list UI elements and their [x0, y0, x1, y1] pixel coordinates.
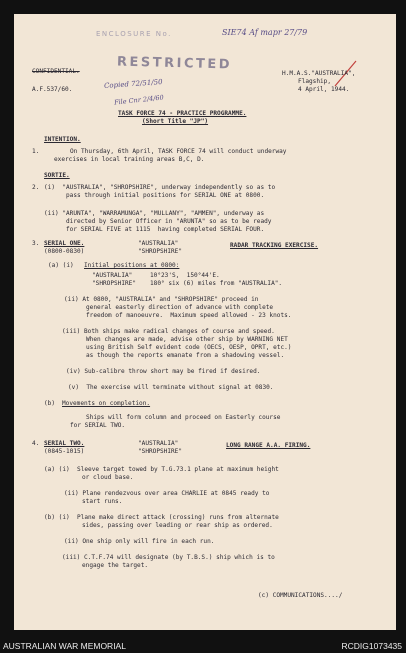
archive-footer [0, 638, 406, 653]
paragraph-number: 4. [32, 440, 40, 447]
document-title: TASK FORCE 74 - PRACTICE PROGRAMME. [118, 110, 247, 117]
continuation-line: (c) COMMUNICATIONS..../ [258, 592, 343, 599]
position-ship: "AUSTRALIA" [92, 272, 133, 279]
paragraph-number: 2. [32, 184, 40, 191]
serial-one-text: (iv) Sub-calibre throw short may be fired if desired. [66, 368, 261, 375]
serial-one-text: using British Self evident code (OECS, OESP, OPRT, etc.) [86, 344, 292, 351]
serial-two-text: (ii) One ship only will fire in each run. [64, 538, 215, 545]
archive-id: RCDIG1073435 [341, 641, 402, 651]
handwritten-note-copied: Copied 72/51/50 [103, 77, 163, 91]
paragraph-number: 1. [32, 148, 40, 155]
serial-one-heading: SERIAL ONE. [44, 240, 85, 247]
sortie-text: for SERIAL FIVE at 1115 having completed SERIAL FOUR. [66, 226, 265, 233]
intention-heading: INTENTION. [44, 136, 81, 143]
serial-two-text: or cloud base. [82, 474, 134, 481]
short-title: (Short Title "JP") [142, 118, 209, 125]
serial-one-text: (iii) Both ships make radical changes of course and speed. [62, 328, 275, 335]
serial-one-text: (ii) At 0800, "AUSTRALIA" and "SHROPSHIRE" proceed in [64, 296, 259, 303]
position-ship: "SHROPSHIRE" [92, 280, 137, 287]
sub-paragraph-label: (a) (i) [48, 262, 74, 269]
serial-one-time: (0800-0830) [44, 248, 85, 255]
initial-positions-heading: Initial positions at 0800: [84, 262, 180, 269]
serial-one-text: general easterly direction of advance with complete [86, 304, 274, 311]
serial-two-text: (iii) C.T.F.74 will designate (by T.B.S.) ship which is to [62, 554, 275, 561]
archive-name: AUSTRALIAN WAR MEMORIAL [3, 641, 126, 651]
handwritten-reference: SIE74 Af mapr 27/79 [222, 28, 308, 37]
sortie-text: (i) "AUSTRALIA", "SHROPSHIRE", underway independently so as to [44, 184, 276, 191]
serial-two-ship: "AUSTRALIA" [138, 440, 179, 447]
enclosure-stamp: ENCLOSURE No. [96, 30, 172, 38]
sortie-text: (ii) "ARUNTA", "WARRAMUNGA", "MULLANY", "AMMEN", underway as [44, 210, 265, 217]
movements-heading: Movements on completion. [62, 400, 151, 407]
position-value: 180° six (6) miles from "AUSTRALIA". [150, 280, 283, 287]
serial-two-text: start runs. [82, 498, 123, 505]
intention-text: On Thursday, 6th April, TASK FORCE 74 will conduct underway [70, 148, 287, 155]
ship-name: H.M.A.S."AUSTRALIA", [282, 70, 356, 77]
sortie-text: pass through initial positions for SERIAL ONE at 0800. [66, 192, 265, 199]
serial-one-text: When changes are made, advise other ship by WARNING NET [86, 336, 288, 343]
intention-text: exercises in local training areas B,C, D. [54, 156, 205, 163]
sortie-text: directed by Senior Officer in "ARUNTA" so as to be ready [66, 218, 272, 225]
serial-two-exercise: LONG RANGE A.A. FIRING. [226, 442, 311, 449]
document-date: 4 April, 1944. [298, 86, 350, 93]
handwritten-note-file: File Cnr 2/4/60 [113, 93, 165, 107]
document-page [14, 14, 396, 630]
serial-one-text: as though the reports emanate from a shadowing vessel. [86, 352, 285, 359]
serial-two-text: (b) (i) Plane make direct attack (crossing) runs from alternate [44, 514, 279, 521]
position-value: 10°23'S, 150°44'E. [150, 272, 220, 279]
serial-two-time: (0845-1015) [44, 448, 85, 455]
paragraph-number: 3. [32, 240, 40, 247]
serial-two-text: engage the target. [82, 562, 149, 569]
sortie-heading: SORTIE. [44, 172, 70, 179]
flagship-label: Flagship, [298, 78, 332, 85]
serial-two-text: (ii) Plane rendezvous over area CHARLIE at 0845 ready to [64, 490, 270, 497]
serial-one-text: Ships will form column and proceed on Easterly course [86, 414, 281, 421]
serial-two-text: (a) (i) Sleeve target towed by T.G.73.1 plane at maximum height [44, 466, 279, 473]
serial-one-text: freedom of manoeuvre. Maximum speed allowed - 23 knots. [86, 312, 292, 319]
serial-two-heading: SERIAL TWO. [44, 440, 85, 447]
confidential-struck: CONFIDENTIAL. [32, 68, 80, 75]
serial-one-exercise: RADAR TRACKING EXERCISE. [230, 242, 319, 249]
serial-one-text: for SERIAL TWO. [70, 422, 126, 429]
serial-two-text: sides, passing over leading or rear ship as ordered. [82, 522, 273, 529]
serial-two-ship: "SHROPSHIRE" [138, 448, 183, 455]
sub-paragraph-label: (b) [44, 400, 56, 407]
restricted-stamp: RESTRICTED [116, 54, 233, 73]
file-reference: A.F.537/60. [32, 86, 73, 93]
serial-one-ship: "AUSTRALIA" [138, 240, 179, 247]
serial-one-ship: "SHROPSHIRE" [138, 248, 183, 255]
serial-one-text: (v) The exercise will terminate without signal at 0830. [68, 384, 274, 391]
